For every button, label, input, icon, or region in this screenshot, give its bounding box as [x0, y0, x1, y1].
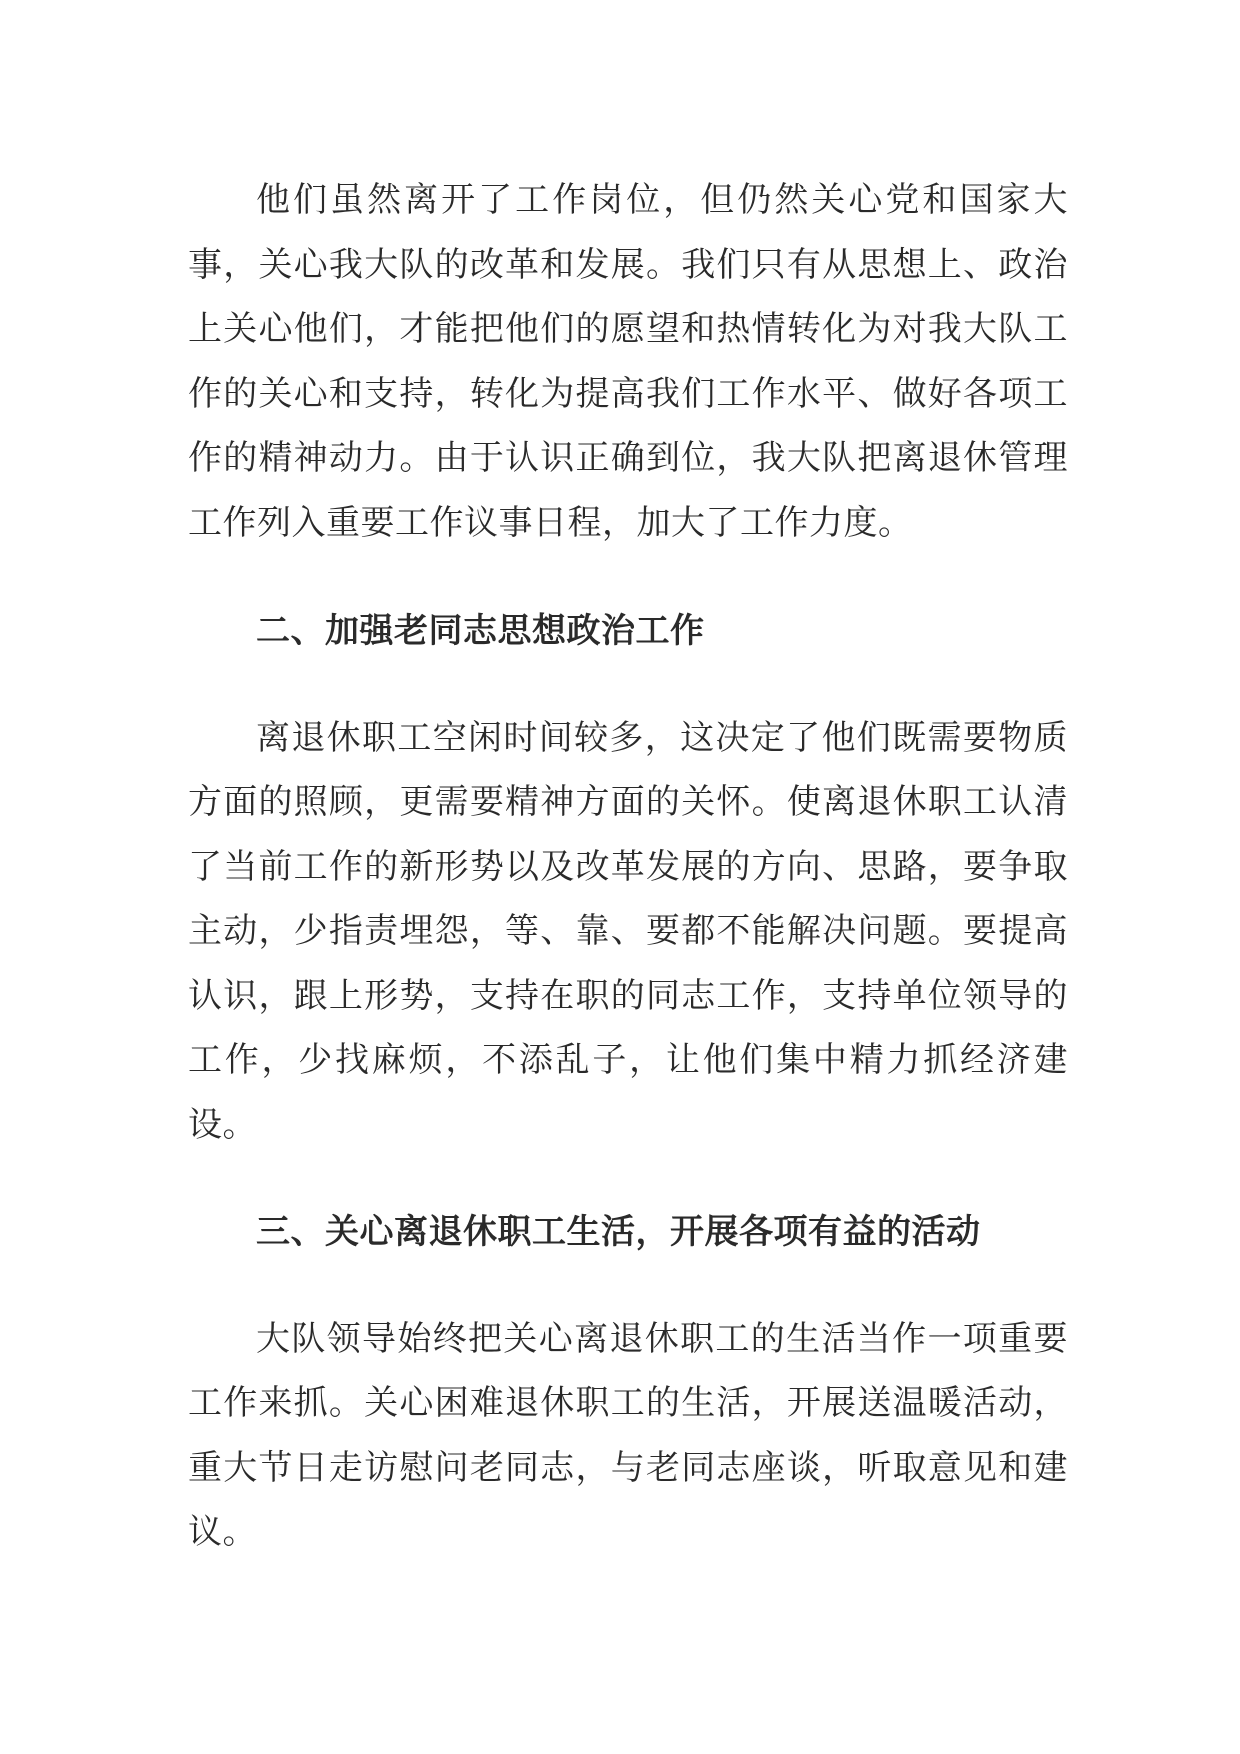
- paragraph-section-3: 大队领导始终把关心离退休职工的生活当作一项重要工作来抓。关心困难退休职工的生活，开展送温暖活动，重大节日走访慰问老同志，与老同志座谈，听取意见和建议。: [188, 1318, 1068, 1552]
- section-heading-3: 三、关心离退休职工生活，开展各项有益的活动: [256, 1212, 981, 1252]
- document-body: [188, 168, 1068, 1565]
- section-heading-2: 二、加强老同志思想政治工作: [256, 611, 705, 651]
- paragraph-section-2: 离退休职工空闲时间较多，这决定了他们既需要物质方面的照顾，更需要精神方面的关怀。使离退休职工认清了当前工作的新形势以及改革发展的方向、思路，要争取主动，少指责埋怨，等、靠、要都不能解决问题。要提高认识，跟上形势，支持在职的同志工作，支持单位领导的工作，少找麻烦，不添乱子，让他们集中精力抓经济建设。: [188, 717, 1068, 1145]
- paragraph-intro: 他们虽然离开了工作岗位，但仍然关心党和国家大事，关心我大队的改革和发展。我们只有从思想上、政治上关心他们，才能把他们的愿望和热情转化为对我大队工作的关心和支持，转化为提高我们工作水平、做好各项工作的精神动力。由于认识正确到位，我大队把离退休管理工作列入重要工作议事日程，加大了工作力度。: [188, 180, 1068, 543]
